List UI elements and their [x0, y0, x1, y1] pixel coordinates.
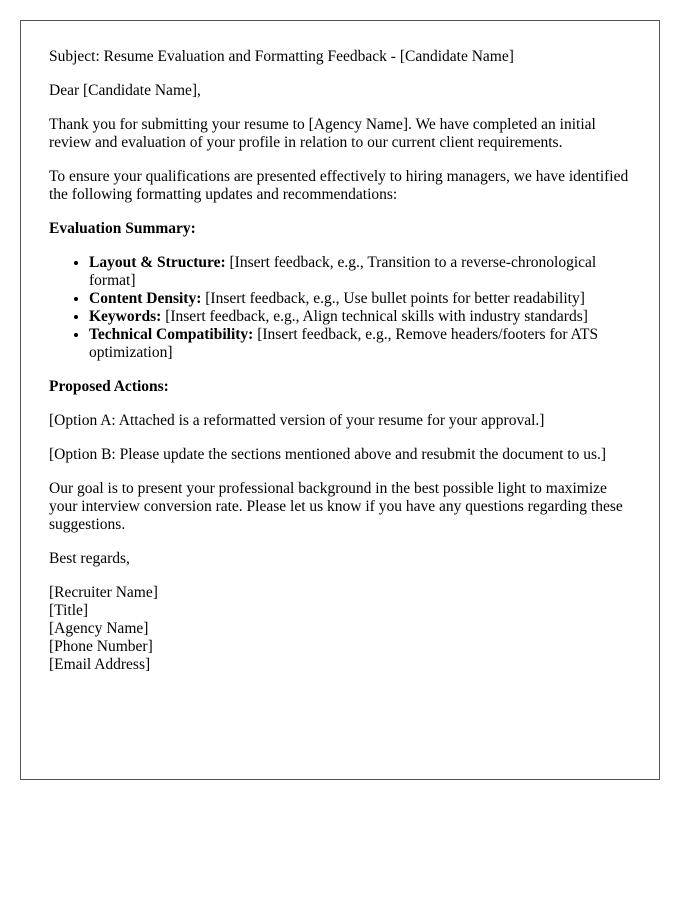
list-item-term: Technical Compatibility:	[89, 326, 254, 343]
evaluation-summary-heading: Evaluation Summary:	[49, 220, 196, 237]
intro-paragraph: Thank you for submitting your resume to [Agency Name]. We have completed an initial review and evaluation of your profile in relation to our current client requirements.	[49, 116, 596, 151]
greeting: Dear [Candidate Name],	[49, 82, 201, 99]
list-item	[89, 290, 631, 308]
closing-paragraph: Our goal is to present your professional background in the best possible light to maximize your interview conversion rate. Please let us know if you have any questions regarding these suggestions.	[49, 480, 623, 533]
list-item-text: [Insert feedback, e.g., Align technical skills with industry standards]	[161, 308, 588, 325]
list-item-text: [Insert feedback, e.g., Use bullet points for better readability]	[201, 290, 585, 307]
list-item-term: Layout & Structure:	[89, 254, 226, 271]
list-item-text: [Insert feedback, e.g., Transition to a reverse-chronological format]	[89, 254, 597, 289]
recruiter-name: [Recruiter Name]	[49, 584, 158, 601]
list-item-term: Content Density:	[89, 290, 202, 307]
sign-off: Best regards,	[49, 550, 130, 567]
list-item-text: [Insert feedback, e.g., Remove headers/footers for ATS optimization]	[89, 326, 599, 361]
list-item	[89, 308, 631, 326]
email-address: [Email Address]	[49, 656, 151, 673]
option-b: [Option B: Please update the sections mentioned above and resubmit the document to us.]	[49, 446, 607, 463]
evaluation-summary-list	[49, 254, 631, 362]
option-a: [Option A: Attached is a reformatted version of your resume for your approval.]	[49, 412, 545, 429]
letter-page	[20, 20, 660, 780]
signature-block	[49, 584, 631, 674]
context-paragraph: To ensure your qualifications are presented effectively to hiring managers, we have identified the following formatting updates and recommendations:	[49, 168, 629, 203]
phone-number: [Phone Number]	[49, 638, 153, 655]
recruiter-title: [Title]	[49, 602, 89, 619]
proposed-actions-heading: Proposed Actions:	[49, 378, 169, 395]
list-item	[89, 326, 631, 362]
list-item-term: Keywords:	[89, 308, 162, 325]
list-item	[89, 254, 631, 290]
subject-line: Subject: Resume Evaluation and Formatting Feedback - [Candidate Name]	[49, 48, 514, 65]
agency-name: [Agency Name]	[49, 620, 149, 637]
